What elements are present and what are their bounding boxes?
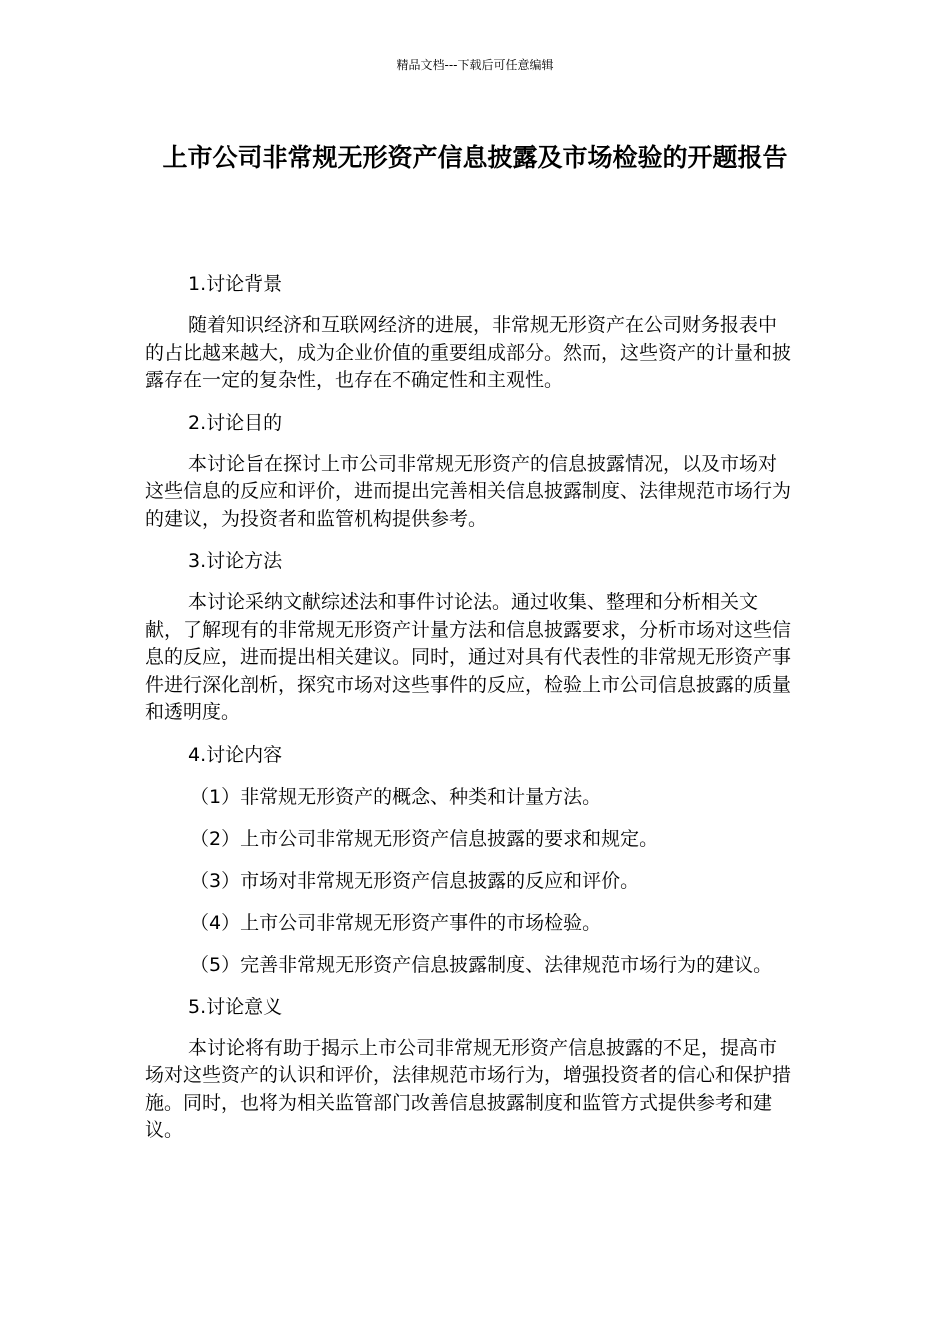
content-list-item-1: （1）非常规无形资产的概念、种类和计量方法。: [190, 785, 602, 808]
content-list-item-4: （4）上市公司非常规无形资产事件的市场检验。: [190, 911, 602, 934]
paragraph-purpose: 本讨论旨在探讨上市公司非常规无形资产的信息披露情况，以及市场对这些信息的反应和评价，进而提出完善相关信息披露制度、法律规范市场行为的建议，为投资者和监管机构提供参考。: [145, 452, 792, 530]
content-list-item-5: （5）完善非常规无形资产信息披露制度、法律规范市场行为的建议。: [190, 953, 773, 976]
paragraph-background: 随着知识经济和互联网经济的进展，非常规无形资产在公司财务报表中的占比越来越大，成为企业价值的重要组成部分。然而，这些资产的计量和披露存在一定的复杂性，也存在不确定性和主观性。: [145, 314, 792, 391]
section-heading-purpose: 2.讨论目的: [188, 411, 283, 434]
paragraph-significance: 本讨论将有助于揭示上市公司非常规无形资产信息披露的不足，提高市场对这些资产的认识和评价，法律规范市场行为，增强投资者的信心和保护措施。同时，也将为相关监管部门改善信息披露制度和监管方式提供参考和建议。: [145, 1036, 792, 1141]
page-header-watermark: 精品文档---下载后可任意编辑: [396, 58, 554, 72]
document-title: 上市公司非常规无形资产信息披露及市场检验的开题报告: [162, 143, 788, 172]
section-heading-significance: 5.讨论意义: [188, 995, 283, 1018]
document-body: [145, 270, 795, 1159]
paragraph-method: 本讨论采纳文献综述法和事件讨论法。通过收集、整理和分析相关文献，了解现有的非常规无形资产计量方法和信息披露要求，分析市场对这些信息的反应，进而提出相关建议。同时，通过对具有代表性的非常规无形资产事件进行深化剖析，探究市场对这些事件的反应，检验上市公司信息披露的质量和透明度。: [145, 591, 792, 723]
content-list-item-3: （3）市场对非常规无形资产信息披露的反应和评价。: [190, 869, 640, 892]
section-heading-content: 4.讨论内容: [188, 743, 283, 766]
content-list-item-2: （2）上市公司非常规无形资产信息披露的要求和规定。: [190, 827, 659, 850]
section-heading-background: 1.讨论背景: [188, 273, 283, 295]
section-heading-method: 3.讨论方法: [188, 550, 283, 572]
